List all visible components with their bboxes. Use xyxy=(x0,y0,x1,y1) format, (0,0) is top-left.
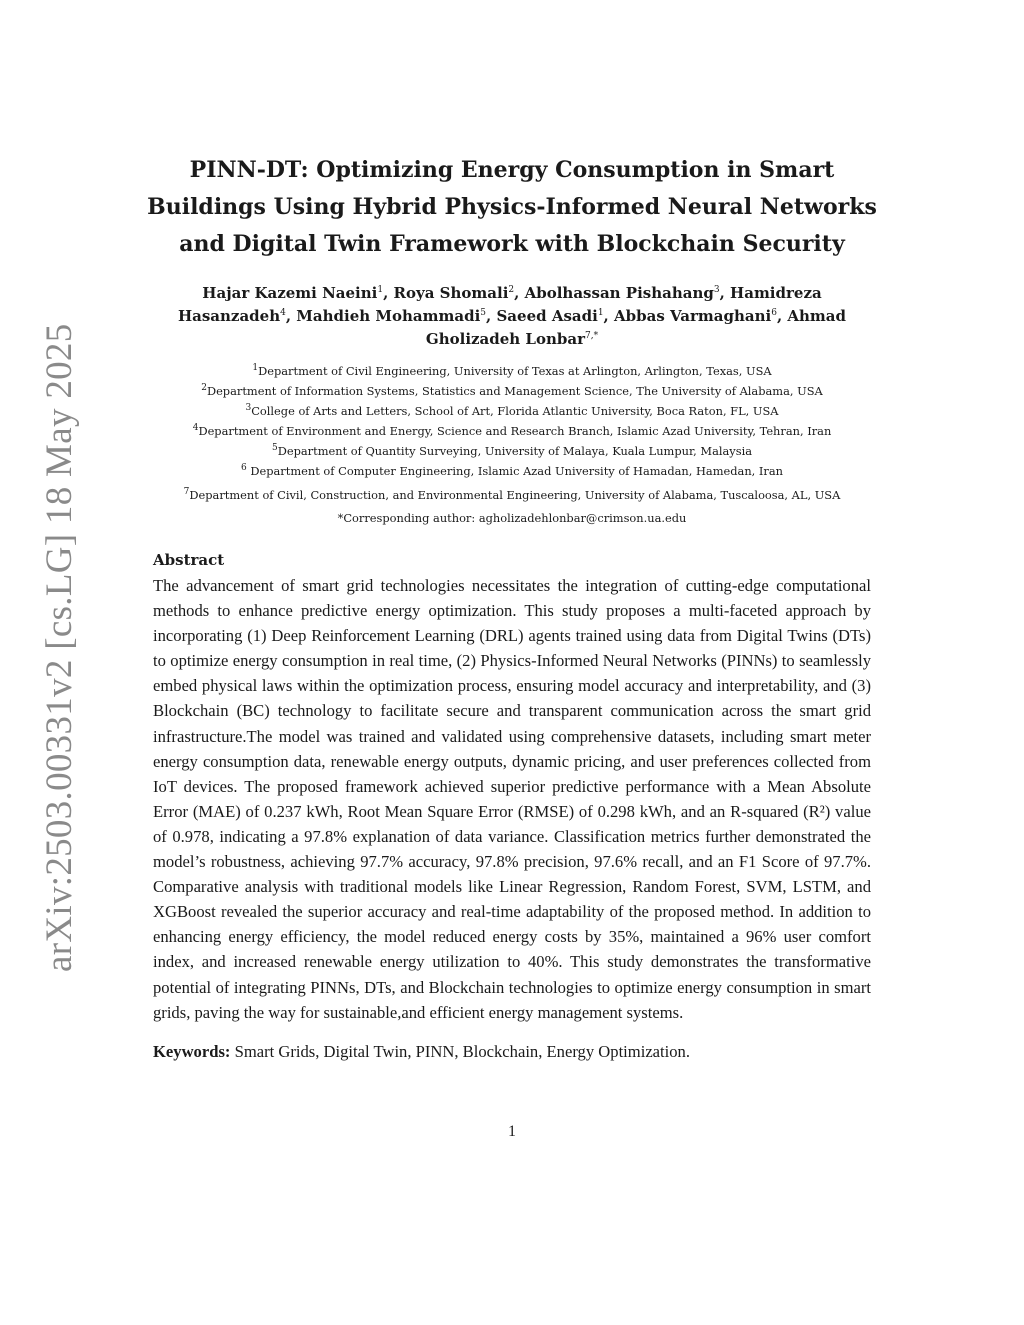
author-affiliation-mark: 1 xyxy=(597,308,604,318)
author-name: Roya Shomali xyxy=(393,284,509,302)
affiliation-text: Department of Civil, Construction, and Environmental Engineering, University of Alabama, Tuscaloosa, AL, USA xyxy=(189,488,841,502)
page-number: 1 xyxy=(508,1123,516,1140)
affiliation-list xyxy=(130,361,894,528)
author xyxy=(614,307,787,325)
affiliation xyxy=(130,381,894,401)
affiliation xyxy=(130,441,894,461)
author-separator: , xyxy=(719,284,731,302)
author xyxy=(296,307,496,325)
author-name: Abolhassan Pishahang xyxy=(524,284,714,302)
abstract-text: The advancement of smart grid technologies necessitates the integration of cutting-edge computational methods to enhance predictive energy optimization. This study proposes a multi-faceted approach by incorporating (1) Deep Reinforcement Learning (DRL) agents trained using data from Digital Twins (DTs) to optimize energy consumption in real time, (2) Physics-Informed Neural Networks (PINNs) to seamlessly embed physical laws within the optimization process, ensuring model accuracy and interpretability, and (3) Blockchain (BC) technology to facilitate secure and transparent communication across the smart grid infrastructure.The model was trained and validated using comprehensive datasets, including smart meter energy consumption data, renewable energy outputs, dynamic pricing, and user preferences collected from IoT devices. The proposed framework achieved superior predictive performance with a Mean Absolute Error (MAE) of 0.237 kWh, Root Mean Square Error (RMSE) of 0.298 kWh, and an R-squared (R²) value of 0.978, indicating a 97.8% explanation of data variance. Classification metrics further demonstrated the model’s robustness, achieving 97.7% accuracy, 97.8% precision, 97.6% recall, and an F1 Score of 97.7%. Comparative analysis with traditional models like Linear Regression, Random Forest, SVM, LSTM, and XGBoost revealed the superior accuracy and real-time adaptability of the proposed method. In addition to enhancing energy efficiency, the model reduced energy costs by 35%, maintained a 96% user comfort index, and increased renewable energy utilization to 40%. This study demonstrates the transformative potential of integrating PINNs, DTs, and Blockchain technologies to optimize energy consumption in smart grids, paving the way for sustainable,and efficient energy management systems. xyxy=(153,576,871,1022)
affiliation-text: Department of Environment and Energy, Science and Research Branch, Islamic Azad University, Tehran, Iran xyxy=(198,424,832,438)
author-affiliation-mark: 1 xyxy=(377,285,384,295)
affiliation-number: 6 xyxy=(241,463,247,474)
affiliation-text: Department of Civil Engineering, University of Texas at Arlington, Arlington, Texas, USA xyxy=(258,364,772,378)
keywords-label: Keywords: xyxy=(153,1041,231,1061)
affiliation xyxy=(130,361,894,381)
author xyxy=(525,284,730,302)
author-separator: , xyxy=(514,284,525,302)
arxiv-identifier-stamp: arXiv:2503.00331v2 [cs.LG] 18 May 2025 xyxy=(39,323,80,972)
affiliation xyxy=(130,485,894,505)
author-separator: , xyxy=(486,307,497,325)
affiliation-number: 7 xyxy=(183,487,190,498)
affiliation-text: Department of Information Systems, Statistics and Management Science, The University of Alabama, USA xyxy=(206,384,823,398)
affiliation-number: 1 xyxy=(252,363,259,374)
affiliation-text: Department of Computer Engineering, Islamic Azad University of Hamadan, Hamedan, Iran xyxy=(246,464,783,478)
author-separator: , xyxy=(603,307,614,325)
title-line: and Digital Twin Framework with Blockchain Security xyxy=(179,231,845,257)
author-affiliation-mark: 6 xyxy=(771,308,777,318)
keywords xyxy=(153,1039,871,1064)
author-affiliation-mark: 5 xyxy=(480,308,487,318)
author-affiliation-mark: 4 xyxy=(280,308,286,318)
affiliation-number: 4 xyxy=(192,423,199,434)
affiliation xyxy=(130,461,894,481)
author-name: Mahdieh Mohammadi xyxy=(296,307,481,325)
author-separator: , xyxy=(383,284,394,302)
affiliation-text: Department of Quantity Surveying, University of Malaya, Kuala Lumpur, Malaysia xyxy=(277,444,753,458)
author-affiliation-mark: 2 xyxy=(508,285,515,295)
author-list xyxy=(150,282,874,351)
abstract-section xyxy=(153,549,871,1064)
author-separator: , xyxy=(285,307,297,325)
paper-title xyxy=(140,152,884,263)
author-separator: , xyxy=(776,307,788,325)
keywords-text: Smart Grids, Digital Twin, PINN, Blockchain, Energy Optimization. xyxy=(230,1041,691,1061)
affiliation-number: 5 xyxy=(271,443,278,454)
corresponding-author: *Corresponding author: agholizadehlonbar@crimson.ua.edu xyxy=(337,511,687,525)
author-affiliation-mark: 7,* xyxy=(585,331,599,341)
affiliation-number: 3 xyxy=(245,403,252,414)
title-line: Buildings Using Hybrid Physics-Informed Neural Networks xyxy=(147,194,877,220)
author-name: Hajar Kazemi Naeini xyxy=(202,284,378,302)
affiliation-number: 2 xyxy=(201,383,207,394)
author xyxy=(496,307,614,325)
author-name: Ahmad Gholizadeh Lonbar xyxy=(425,307,847,348)
author-name: Hamidreza Hasanzadeh xyxy=(177,284,822,325)
affiliation xyxy=(130,401,894,421)
affiliation-text: College of Arts and Letters, School of Art, Florida Atlantic University, Boca Raton, FL, USA xyxy=(251,404,779,418)
author xyxy=(394,284,525,302)
author-name: Saeed Asadi xyxy=(496,307,598,325)
title-line: PINN-DT: Optimizing Energy Consumption in Smart xyxy=(189,157,835,183)
affiliation xyxy=(130,421,894,441)
author-affiliation-mark: 3 xyxy=(713,285,720,295)
abstract-heading: Abstract xyxy=(153,551,225,569)
author-name: Abbas Varmaghani xyxy=(614,307,772,325)
author xyxy=(202,284,393,302)
